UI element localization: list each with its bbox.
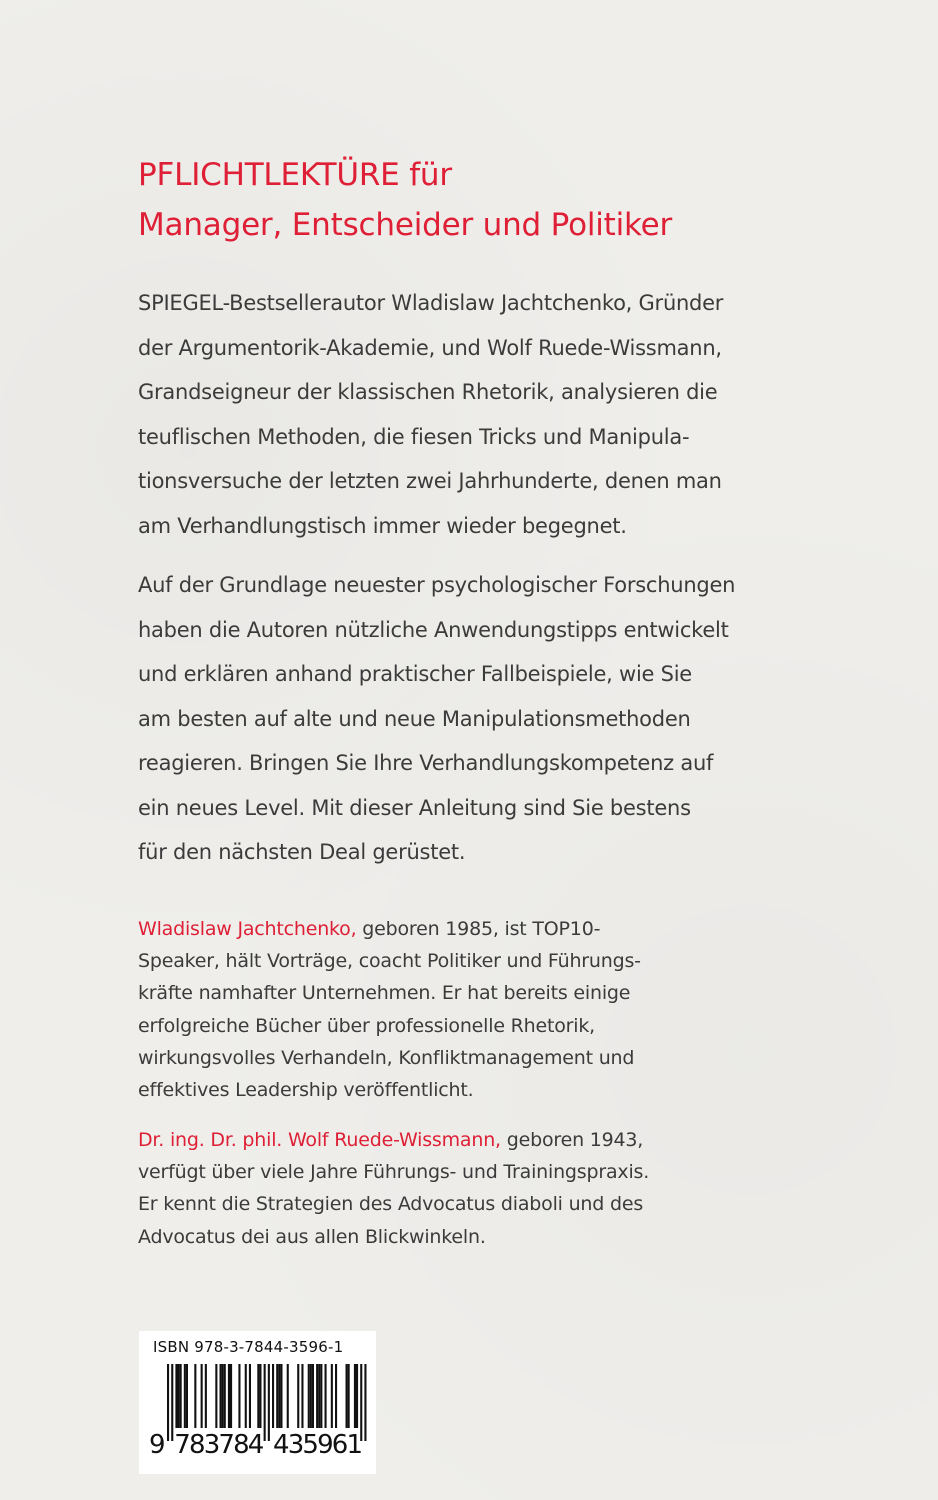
barcode-bar [220, 1364, 222, 1428]
barcode-digit: 8 [233, 1430, 250, 1460]
barcode-digit: 9 [149, 1430, 166, 1460]
barcode-bar [205, 1364, 207, 1428]
text-line: reagieren. Bringen Sie Ihre Verhandlungskompetenz auf [138, 751, 714, 775]
barcode-bar [228, 1364, 230, 1428]
barcode-digit: 4 [247, 1430, 265, 1460]
bio-first-line-rest: geboren 1943, [500, 1129, 644, 1151]
barcode-bar [238, 1364, 240, 1428]
text-line: effektives Leadership veröffentlicht. [138, 1079, 474, 1102]
barcode-digit: 3 [203, 1430, 221, 1460]
barcode-digit: 4 [273, 1430, 290, 1460]
barcode-bar [346, 1364, 348, 1428]
barcode-bar [222, 1364, 224, 1428]
barcode-bar [175, 1364, 177, 1428]
barcode-guard-bar [364, 1364, 366, 1441]
barcode-digit: 7 [174, 1430, 191, 1460]
bio-first-line [138, 1124, 838, 1156]
isbn-label: ISBN 978-3-7844-3596-1 [153, 1338, 344, 1356]
barcode-bar [180, 1364, 182, 1428]
barcode-guard-bar [167, 1364, 169, 1441]
author-name: Wladislaw Jachtchenko, [138, 918, 357, 940]
barcode-bar [215, 1364, 217, 1428]
text-line: Auf der Grundlage neuester psychologischer Forschungen [138, 573, 736, 597]
barcode-bar [320, 1364, 322, 1428]
barcode-bar [316, 1364, 318, 1428]
headline [138, 150, 858, 250]
bio-first-line [138, 913, 838, 945]
barcode-bar [301, 1364, 303, 1428]
text-line: teuflischen Methoden, die fiesen Tricks und Manipula- [138, 424, 690, 449]
barcode-digit: 7 [218, 1430, 235, 1460]
text-line: und erklären anhand praktischer Fallbeispiele, wie Sie [138, 662, 692, 686]
barcode-digit: 6 [331, 1430, 349, 1460]
text-line: verfügt über viele Jahre Führungs- und Trainingspraxis. [138, 1161, 650, 1184]
author-bio-ruede-wissmann [138, 1124, 838, 1253]
barcode-bar [348, 1364, 350, 1428]
barcode-bar [257, 1364, 259, 1428]
text-line: Advocatus dei aus allen Blickwinkeln. [138, 1225, 486, 1248]
author-bio-jachtchenko [138, 913, 838, 1106]
barcode-bar [312, 1364, 314, 1428]
barcode-bar [276, 1364, 278, 1428]
barcode-bar [354, 1364, 356, 1428]
blurb-paragraph-1 [138, 281, 828, 548]
text-line: kräfte namhafter Unternehmen. Er hat bereits einige [138, 982, 631, 1005]
barcode-bar [259, 1364, 261, 1428]
text-line: ein neues Level. Mit dieser Anleitung sind Sie bestens [138, 795, 691, 820]
barcode-digit: 8 [189, 1430, 206, 1460]
barcode-bar [245, 1364, 247, 1428]
barcode-bar [184, 1364, 186, 1428]
text-line: Grandseigneur der klassischen Rhetorik, analysieren die [138, 380, 718, 404]
barcode-bar [280, 1364, 282, 1428]
barcode-bar [287, 1364, 289, 1428]
barcode-bar [325, 1364, 327, 1428]
barcode-bar [318, 1364, 320, 1428]
barcode-bar [249, 1364, 251, 1428]
text-line: tionsversuche der letzten zwei Jahrhunderte, denen man [138, 469, 722, 493]
barcode-bar [186, 1364, 188, 1428]
text-line: der Argumentorik-Akademie, und Wolf Ruede-Wissmann, [138, 335, 722, 360]
barcode-bar [310, 1364, 312, 1428]
barcode-bar [272, 1364, 274, 1428]
barcode-digit: 5 [302, 1430, 319, 1460]
text-line: Speaker, hält Vorträge, coacht Politiker und Führungs- [138, 950, 641, 973]
text-line: am besten auf alte und neue Manipulationsmethoden [138, 706, 691, 731]
text-line: am Verhandlungstisch immer wieder begegnet. [138, 513, 627, 538]
barcode-bar [178, 1364, 180, 1428]
blurb-paragraph-2 [138, 563, 828, 875]
author-name: Dr. ing. Dr. phil. Wolf Ruede-Wissmann, [138, 1129, 501, 1151]
text-line: für den nächsten Deal gerüstet. [138, 840, 466, 864]
headline-line-2: Manager, Entscheider und Politiker [138, 207, 673, 243]
barcode-digit: 3 [287, 1430, 305, 1460]
text-line: wirkungsvolles Verhandeln, Konfliktmanagement und [138, 1046, 635, 1069]
isbn-barcode [139, 1331, 376, 1474]
barcode-bar [297, 1364, 299, 1428]
barcode-bar [201, 1364, 203, 1428]
barcode-guard-bar [171, 1364, 173, 1441]
barcode-bar [308, 1364, 310, 1428]
barcode-bar [230, 1364, 232, 1428]
barcode-guard-bar [268, 1364, 270, 1441]
barcode-bar [224, 1364, 226, 1428]
headline-line-1: PFLICHTLEKTÜRE für [138, 157, 452, 193]
barcode-digit: 9 [317, 1430, 334, 1460]
bio-first-line-rest: geboren 1985, ist TOP10- [356, 918, 601, 940]
barcode-bar [194, 1364, 196, 1428]
barcode-bar [331, 1364, 333, 1428]
barcode-bar [335, 1364, 337, 1428]
text-line: erfolgreiche Bücher über professionelle Rhetorik, [138, 1014, 595, 1037]
barcode-bar [278, 1364, 280, 1428]
barcode-digit: 1 [346, 1430, 364, 1460]
text-line: Er kennt die Strategien des Advocatus diaboli und des [138, 1193, 644, 1216]
text-line: haben die Autoren nützliche Anwendungstipps entwickelt [138, 617, 729, 642]
barcode-bar [356, 1364, 358, 1428]
text-line: SPIEGEL-Bestsellerautor Wladislaw Jachtchenko, Gründer [138, 291, 724, 315]
